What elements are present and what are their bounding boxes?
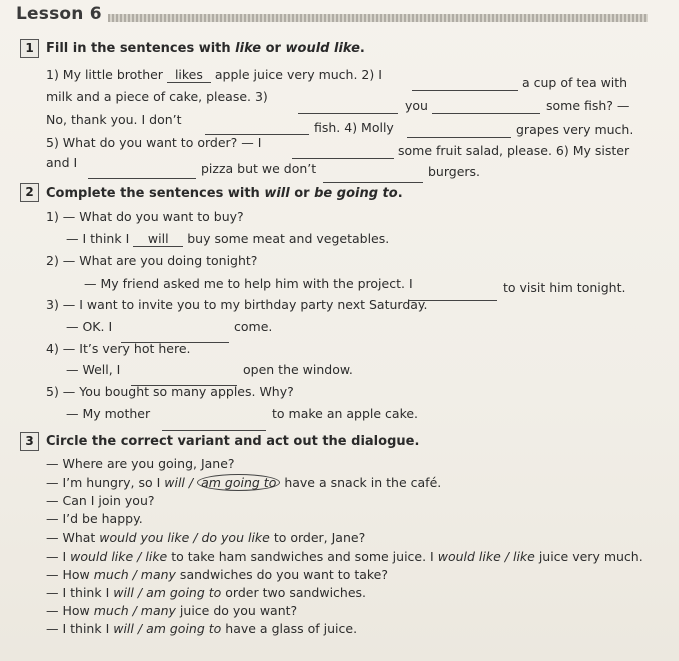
ex1-line-4: 5) What do you want to order? — I (46, 135, 262, 150)
option-will[interactable]: will (164, 475, 185, 490)
ex2-question-1: 1) — What do you want to buy? (46, 209, 244, 224)
ex1-line-2-you: you (405, 98, 428, 113)
ex1-line-5-mid: pizza but we don’t (201, 161, 317, 176)
separator: / (128, 603, 141, 618)
ex2-answer-2-line: — My friend asked me to help him with the project. I (84, 276, 413, 291)
option-like[interactable]: like (145, 549, 168, 564)
ex2-answer-3-start: — OK. I (66, 319, 113, 334)
heading-like: like (235, 41, 262, 56)
ex1-blank-2[interactable] (412, 78, 518, 91)
option-would-like[interactable]: would like (437, 549, 501, 564)
text: apple juice very much. 2) I (210, 67, 382, 82)
ex1-blank-3b[interactable] (432, 101, 540, 114)
heading-text: Fill in the sentences with (46, 41, 236, 56)
option-will[interactable]: will (113, 585, 134, 600)
ex2-question-3: 3) — I want to invite you to my birthday party next Saturday. (46, 297, 428, 312)
ex1-blank-8[interactable] (323, 170, 423, 183)
ex1-line-3-mid: fish. 4) Molly (314, 120, 394, 135)
text: — I think I (66, 231, 130, 246)
lesson-title: Lesson 6 (16, 4, 102, 24)
text: — What (46, 530, 100, 545)
dialogue-line-3: — Can I join you? (46, 493, 155, 508)
dialogue-line-4: — I’d be happy. (46, 511, 143, 526)
dialogue-line-9 (46, 603, 297, 618)
dialogue-line-1: — Where are you going, Jane? (46, 456, 235, 471)
option-will[interactable]: will (113, 621, 134, 636)
option-am-going-to-circled[interactable]: am going to (197, 474, 280, 491)
text: have a glass of juice. (221, 621, 358, 636)
text: juice do you want? (175, 603, 298, 618)
exercise-1-number: 1 (20, 39, 39, 58)
exercise-2-heading (46, 186, 403, 201)
ex1-blank-7[interactable] (88, 166, 196, 179)
ex2-blank-5[interactable] (162, 418, 266, 431)
dialogue-line-6 (46, 549, 643, 564)
exercise-3-heading: Circle the correct variant and act out the dialogue. (46, 434, 420, 449)
ex2-answer-4-start: — Well, I (66, 362, 121, 377)
heading-would-like: would like (285, 41, 360, 56)
ex1-blank-5[interactable] (407, 125, 511, 138)
ex2-question-4: 4) — It’s very hot here. (46, 341, 191, 356)
ex2-question-5: 5) — You bought so many apples. Why? (46, 384, 294, 399)
text: 1) My little brother (46, 67, 167, 82)
ex2-answer-5-start: — My mother (66, 406, 151, 421)
text: — I think I (46, 585, 114, 600)
dialogue-line-7 (46, 567, 388, 582)
ex1-blank-6[interactable] (292, 146, 394, 159)
separator: / (133, 549, 146, 564)
dialogue-line-2 (46, 475, 441, 490)
text: have a snack in the café. (280, 475, 442, 490)
text: order two sandwiches. (221, 585, 367, 600)
separator: / (128, 567, 141, 582)
separator: / (133, 585, 147, 600)
option-do-you-like[interactable]: do you like (201, 530, 270, 545)
header-divider (108, 14, 648, 22)
ex2-answer-5-end: to make an apple cake. (272, 406, 419, 421)
option-many[interactable]: many (140, 603, 176, 618)
text: — I’m hungry, so I (46, 475, 165, 490)
option-many[interactable]: many (140, 567, 176, 582)
separator: / (133, 621, 147, 636)
separator: / (189, 530, 202, 545)
ex1-line-3: No, thank you. I don’t (46, 112, 182, 127)
option-would-you-like[interactable]: would you like (99, 530, 190, 545)
ex1-line-3-end: grapes very much. (516, 122, 634, 137)
ex1-line-5-end: burgers. (428, 164, 481, 179)
ex1-answer-1[interactable]: likes (167, 67, 211, 83)
option-am-going-to[interactable]: am going to (146, 585, 222, 600)
ex2-answer-3-end: come. (234, 319, 273, 334)
text: buy some meat and vegetables. (187, 231, 390, 246)
heading-text: . (397, 186, 403, 201)
heading-be-going-to: be going to (314, 186, 398, 201)
text: — I think I (46, 621, 114, 636)
heading-will: will (264, 186, 290, 201)
ex1-line-5: and I (46, 155, 78, 170)
dialogue-line-10 (46, 621, 357, 636)
ex1-line-2: milk and a piece of cake, please. 3) (46, 89, 268, 104)
separator: / (184, 475, 198, 490)
heading-text: Complete the sentences with (46, 186, 265, 201)
option-much[interactable]: much (93, 603, 129, 618)
option-would-like[interactable]: would like (70, 549, 134, 564)
ex1-blank-3a[interactable] (298, 101, 398, 114)
separator: / (500, 549, 513, 564)
ex2-answer-1-line (66, 231, 389, 247)
text: to order, Jane? (269, 530, 366, 545)
ex2-answer-2-end: to visit him tonight. (503, 280, 626, 295)
text: to take ham sandwiches and some juice. I (167, 549, 438, 564)
exercise-3-number: 3 (20, 432, 39, 451)
ex2-answer-4-end: open the window. (243, 362, 353, 377)
exercise-1-heading (46, 41, 365, 56)
text: — How (46, 567, 94, 582)
heading-text: or (261, 41, 286, 56)
text: — How (46, 603, 94, 618)
text: sandwiches do you want to take? (175, 567, 389, 582)
ex1-line-1 (46, 67, 382, 83)
dialogue-line-8 (46, 585, 366, 600)
ex1-blank-4[interactable] (205, 122, 309, 135)
lesson-header (16, 4, 102, 24)
option-am-going-to[interactable]: am going to (146, 621, 222, 636)
text: juice very much. (534, 549, 643, 564)
option-much[interactable]: much (93, 567, 129, 582)
ex2-question-2: 2) — What are you doing tonight? (46, 253, 258, 268)
ex2-answer-1[interactable]: will (133, 231, 183, 247)
exercise-2-number: 2 (20, 183, 39, 202)
option-like[interactable]: like (512, 549, 535, 564)
heading-text: . (359, 41, 365, 56)
heading-text: or (289, 186, 315, 201)
ex1-line-2-end: some fish? — (546, 98, 630, 113)
ex1-line-4-end: some fruit salad, please. 6) My sister (398, 143, 630, 158)
dialogue-line-5 (46, 530, 365, 545)
text: — I (46, 549, 71, 564)
ex1-line-1-end: a cup of tea with (522, 75, 628, 90)
